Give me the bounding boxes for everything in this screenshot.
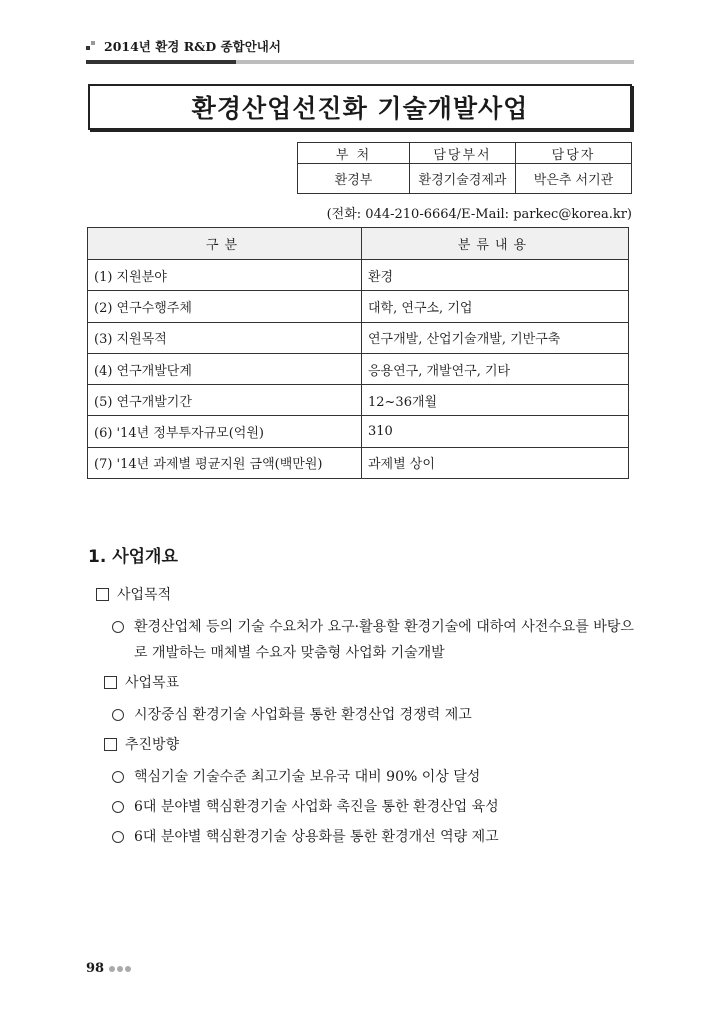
row-label: (5) 연구개발기간: [88, 385, 362, 416]
contact-ministry: 환경부: [298, 164, 410, 194]
checkbox-square-icon: [104, 676, 117, 689]
contact-header-person: 담당자: [516, 143, 632, 164]
category-label: 사업목표: [125, 675, 180, 691]
header-line: [86, 36, 634, 56]
category-direction: [104, 732, 636, 756]
row-value: 대학, 연구소, 기업: [362, 291, 629, 322]
category-goal: [104, 670, 636, 694]
page-footer: [86, 961, 133, 976]
circle-bullet-icon: [112, 831, 124, 843]
summary-header-category: 구분: [88, 228, 362, 260]
list-item: [112, 824, 636, 850]
table-row: [88, 353, 629, 384]
header-divider: [86, 60, 634, 64]
table-row: [88, 447, 629, 478]
bullet-text: 핵심기술 기술수준 최고기술 보유국 대비 90% 이상 달성: [134, 769, 481, 785]
row-value: 환경: [362, 260, 629, 291]
title-box: [88, 84, 632, 130]
row-label: (6) '14년 정부투자규모(억원): [88, 416, 362, 447]
summary-header-row: [88, 228, 629, 260]
category-label: 사업목적: [117, 587, 172, 603]
row-value: 310: [362, 416, 629, 447]
section-title: 1. 사업개요: [88, 547, 178, 567]
list-item: [112, 764, 636, 790]
circle-bullet-icon: [112, 771, 124, 783]
page-number: 98: [86, 961, 105, 976]
row-label: (7) '14년 과제별 평균지원 금액(백만원): [88, 447, 362, 478]
table-row: [88, 385, 629, 416]
contact-table: [297, 142, 632, 194]
list-item: [112, 614, 636, 666]
summary-header-content: 분류내용: [362, 228, 629, 260]
bullet-text: 환경산업체 등의 기술 수요처가 요구·활용할 환경기술에 대하여 사전수요를 바탕으로 개발하는 매체별 수요자 맞춤형 사업화 기술개발: [134, 619, 634, 661]
table-row: [88, 260, 629, 291]
category-label: 추진방향: [125, 737, 180, 753]
bullet-text: 6대 분야별 핵심환경기술 사업화 촉진을 통한 환경산업 육성: [134, 799, 499, 815]
square-bullet-icon: [86, 41, 96, 51]
page-title: 환경산업선진화 기술개발사업: [191, 94, 529, 123]
row-value: 응용연구, 개발연구, 기타: [362, 353, 629, 384]
row-label: (1) 지원분야: [88, 260, 362, 291]
circle-bullet-icon: [112, 709, 124, 721]
header-text: 2014년 환경 R&D 종합안내서: [104, 39, 281, 54]
summary-table: [87, 227, 629, 479]
contact-header-ministry: 부 처: [298, 143, 410, 164]
category-purpose: [96, 582, 636, 606]
contact-phone-email: (전화: 044-210-6664/E-Mail: parkec@korea.kr): [326, 207, 632, 222]
row-label: (2) 연구수행주체: [88, 291, 362, 322]
row-value: 과제별 상이: [362, 447, 629, 478]
list-item: [112, 794, 636, 820]
contact-value-row: [298, 164, 632, 194]
contact-person: 박은추 서기관: [516, 164, 632, 194]
row-label: (4) 연구개발단계: [88, 353, 362, 384]
row-value: 연구개발, 산업기술개발, 기반구축: [362, 322, 629, 353]
section-content: [96, 582, 636, 854]
circle-bullet-icon: [112, 801, 124, 813]
contact-department: 환경기술경제과: [410, 164, 516, 194]
contact-header-row: [298, 143, 632, 164]
row-value: 12~36개월: [362, 385, 629, 416]
table-row: [88, 322, 629, 353]
bullet-text: 6대 분야별 핵심환경기술 상용화를 통한 환경개선 역량 제고: [134, 829, 499, 845]
table-row: [88, 416, 629, 447]
page-header: [86, 36, 634, 64]
dots-icon: [109, 966, 133, 972]
table-row: [88, 291, 629, 322]
contact-header-department: 담당부서: [410, 143, 516, 164]
list-item: [112, 702, 636, 728]
checkbox-square-icon: [96, 588, 109, 601]
bullet-text: 시장중심 환경기술 사업화를 통한 환경산업 경쟁력 제고: [134, 707, 472, 723]
checkbox-square-icon: [104, 738, 117, 751]
row-label: (3) 지원목적: [88, 322, 362, 353]
circle-bullet-icon: [112, 621, 124, 633]
